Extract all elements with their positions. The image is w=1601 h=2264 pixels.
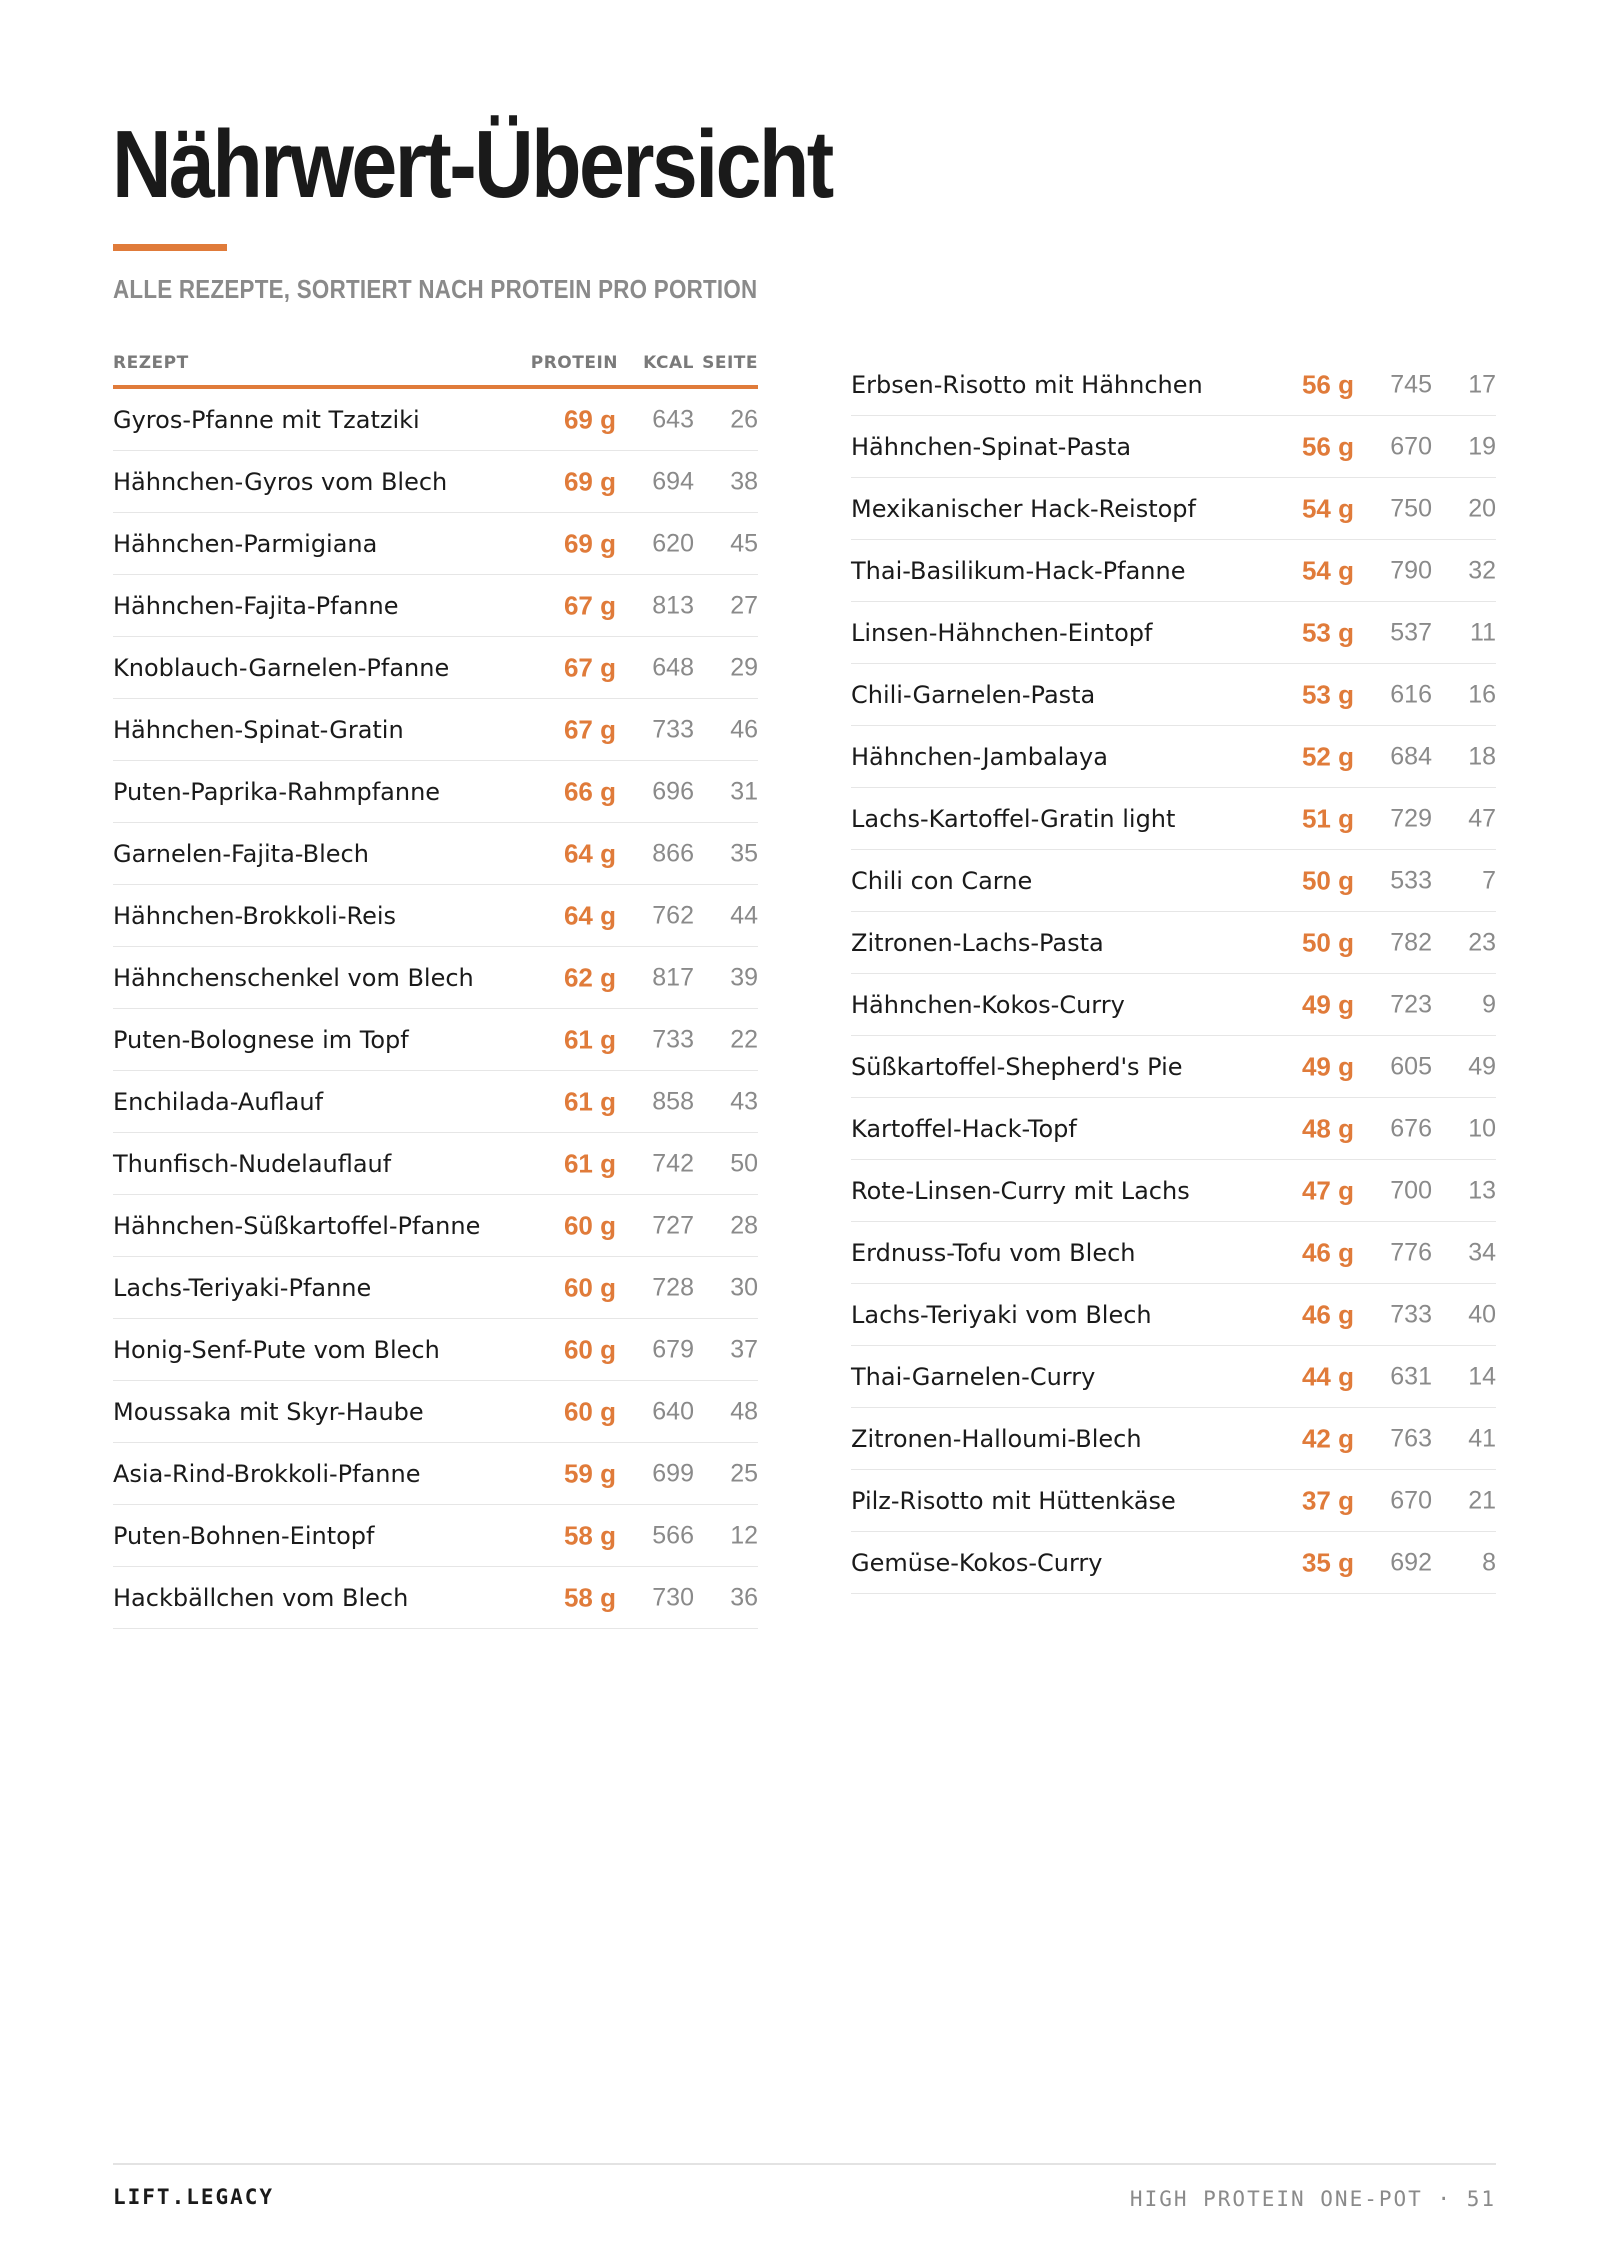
kcal-value: 676 — [1390, 1114, 1432, 1142]
table-row — [851, 788, 1496, 850]
column-header-recipe: REZEPT — [113, 353, 189, 373]
table-row — [113, 823, 758, 885]
page-number: 23 — [1468, 928, 1496, 956]
recipe-name: Kartoffel-Hack-Topf — [851, 1114, 1077, 1143]
protein-value: 56 g — [1301, 369, 1354, 399]
column-header-protein: PROTEIN — [530, 353, 618, 373]
protein-value: 60 g — [563, 1396, 616, 1426]
table-row — [113, 699, 758, 761]
recipe-table-left — [113, 345, 758, 1629]
table-row — [851, 478, 1496, 540]
table-row — [851, 1346, 1496, 1408]
protein-value: 61 g — [563, 1024, 616, 1054]
recipe-name: Enchilada-Auflauf — [113, 1087, 324, 1116]
footer-brand: LIFT.LEGACY — [113, 2185, 275, 2209]
recipe-name: Chili-Garnelen-Pasta — [851, 680, 1096, 709]
page-number: 7 — [1482, 866, 1496, 894]
kcal-value: 533 — [1390, 866, 1432, 894]
page-number: 47 — [1468, 804, 1496, 832]
footer-page-info: HIGH PROTEIN ONE-POT · 51 — [1129, 2187, 1496, 2211]
page-number: 27 — [730, 591, 758, 619]
table-row — [113, 947, 758, 1009]
recipe-name: Garnelen-Fajita-Blech — [113, 839, 369, 868]
kcal-value: 643 — [652, 405, 694, 433]
page-number: 20 — [1468, 494, 1496, 522]
kcal-value: 620 — [652, 529, 694, 557]
kcal-value: 866 — [652, 839, 694, 867]
page-number: 25 — [730, 1459, 758, 1487]
table-row — [113, 1381, 758, 1443]
kcal-value: 692 — [1390, 1548, 1432, 1576]
recipe-name: Asia-Rind-Brokkoli-Pfanne — [113, 1459, 421, 1488]
recipe-name: Erdnuss-Tofu vom Blech — [851, 1238, 1136, 1267]
table-row — [851, 416, 1496, 478]
page-number: 18 — [1468, 742, 1496, 770]
recipe-name: Linsen-Hähnchen-Eintopf — [851, 618, 1153, 647]
page-number: 48 — [730, 1397, 758, 1425]
protein-value: 60 g — [563, 1334, 616, 1364]
recipe-name: Puten-Bolognese im Topf — [113, 1025, 409, 1054]
recipe-name: Puten-Bohnen-Eintopf — [113, 1521, 375, 1550]
table-row — [851, 1098, 1496, 1160]
page-number: 12 — [730, 1521, 758, 1549]
protein-value: 67 g — [563, 652, 616, 682]
table-row — [851, 540, 1496, 602]
kcal-value: 750 — [1390, 494, 1432, 522]
protein-value: 49 g — [1301, 989, 1354, 1019]
kcal-value: 728 — [652, 1273, 694, 1301]
table-row — [113, 1195, 758, 1257]
kcal-value: 640 — [652, 1397, 694, 1425]
table-row — [113, 1009, 758, 1071]
recipe-name: Hähnchen-Gyros vom Blech — [113, 467, 448, 496]
page-number: 34 — [1468, 1238, 1496, 1266]
table-row — [113, 513, 758, 575]
table-row — [851, 726, 1496, 788]
protein-value: 64 g — [563, 900, 616, 930]
column-header-page: SEITE — [702, 353, 758, 373]
table-row — [851, 1160, 1496, 1222]
page-number: 9 — [1482, 990, 1496, 1018]
kcal-value: 723 — [1390, 990, 1432, 1018]
recipe-name: Hähnchen-Kokos-Curry — [851, 990, 1125, 1019]
table-row — [113, 1133, 758, 1195]
protein-value: 37 g — [1301, 1485, 1354, 1515]
page-number: 16 — [1468, 680, 1496, 708]
page-number: 43 — [730, 1087, 758, 1115]
protein-value: 62 g — [563, 962, 616, 992]
table-row — [113, 1567, 758, 1629]
kcal-value: 684 — [1390, 742, 1432, 770]
table-row — [851, 974, 1496, 1036]
recipe-name: Lachs-Teriyaki-Pfanne — [113, 1273, 372, 1302]
table-row — [113, 389, 758, 451]
recipe-name: Hähnchenschenkel vom Blech — [113, 963, 474, 992]
protein-value: 61 g — [563, 1148, 616, 1178]
page-number: 21 — [1468, 1486, 1496, 1514]
kcal-value: 763 — [1390, 1424, 1432, 1452]
table-row — [113, 1071, 758, 1133]
kcal-value: 733 — [1390, 1300, 1432, 1328]
page-number: 30 — [730, 1273, 758, 1301]
table-body-right — [851, 354, 1496, 1594]
title-accent-rule — [113, 244, 227, 251]
protein-value: 69 g — [563, 528, 616, 558]
table-row — [851, 602, 1496, 664]
table-row — [851, 1408, 1496, 1470]
page-number: 36 — [730, 1583, 758, 1611]
recipe-name: Mexikanischer Hack-Reistopf — [851, 494, 1196, 523]
kcal-value: 745 — [1390, 370, 1432, 398]
kcal-value: 605 — [1390, 1052, 1432, 1080]
table-row — [851, 1532, 1496, 1594]
protein-value: 51 g — [1301, 803, 1354, 833]
protein-value: 67 g — [563, 714, 616, 744]
table-body-left — [113, 389, 758, 1629]
page-number: 31 — [730, 777, 758, 805]
protein-value: 42 g — [1301, 1423, 1354, 1453]
page-subtitle: ALLE REZEPTE, SORTIERT NACH PROTEIN PRO PORTION — [113, 274, 758, 304]
table-row — [113, 1257, 758, 1319]
table-row — [851, 1036, 1496, 1098]
protein-value: 35 g — [1301, 1547, 1354, 1577]
page-number: 14 — [1468, 1362, 1496, 1390]
protein-value: 60 g — [563, 1272, 616, 1302]
protein-value: 54 g — [1301, 555, 1354, 585]
recipe-name: Rote-Linsen-Curry mit Lachs — [851, 1176, 1190, 1205]
recipe-table-right — [851, 354, 1496, 1594]
page-number: 49 — [1468, 1052, 1496, 1080]
page-number: 32 — [1468, 556, 1496, 584]
recipe-name: Moussaka mit Skyr-Haube — [113, 1397, 424, 1426]
recipe-name: Hähnchen-Süßkartoffel-Pfanne — [113, 1211, 481, 1240]
kcal-value: 679 — [652, 1335, 694, 1363]
protein-value: 61 g — [563, 1086, 616, 1116]
recipe-name: Pilz-Risotto mit Hüttenkäse — [851, 1486, 1176, 1515]
kcal-value: 727 — [652, 1211, 694, 1239]
column-header-kcal: KCAL — [643, 353, 694, 373]
page-number: 26 — [730, 405, 758, 433]
table-row — [113, 1505, 758, 1567]
page-number: 35 — [730, 839, 758, 867]
kcal-value: 813 — [652, 591, 694, 619]
page-number: 22 — [730, 1025, 758, 1053]
protein-value: 64 g — [563, 838, 616, 868]
protein-value: 48 g — [1301, 1113, 1354, 1143]
recipe-name: Knoblauch-Garnelen-Pfanne — [113, 653, 450, 682]
page-number: 41 — [1468, 1424, 1496, 1452]
recipe-name: Erbsen-Risotto mit Hähnchen — [851, 370, 1203, 399]
page-number: 17 — [1468, 370, 1496, 398]
protein-value: 66 g — [563, 776, 616, 806]
table-row — [113, 1443, 758, 1505]
table-row — [851, 850, 1496, 912]
kcal-value: 696 — [652, 777, 694, 805]
kcal-value: 730 — [652, 1583, 694, 1611]
table-row — [113, 451, 758, 513]
kcal-value: 616 — [1390, 680, 1432, 708]
recipe-name: Hackbällchen vom Blech — [113, 1583, 409, 1612]
kcal-value: 742 — [652, 1149, 694, 1177]
table-row — [851, 1222, 1496, 1284]
page-number: 46 — [730, 715, 758, 743]
protein-value: 50 g — [1301, 865, 1354, 895]
recipe-name: Hähnchen-Parmigiana — [113, 529, 378, 558]
table-row — [113, 761, 758, 823]
page-number: 29 — [730, 653, 758, 681]
page-number: 44 — [730, 901, 758, 929]
protein-value: 58 g — [563, 1520, 616, 1550]
recipe-name: Zitronen-Lachs-Pasta — [851, 928, 1104, 957]
protein-value: 52 g — [1301, 741, 1354, 771]
protein-value: 46 g — [1301, 1237, 1354, 1267]
page-number: 39 — [730, 963, 758, 991]
table-row — [851, 354, 1496, 416]
recipe-name: Gemüse-Kokos-Curry — [851, 1548, 1103, 1577]
page-number: 40 — [1468, 1300, 1496, 1328]
kcal-value: 631 — [1390, 1362, 1432, 1390]
protein-value: 67 g — [563, 590, 616, 620]
protein-value: 53 g — [1301, 617, 1354, 647]
recipe-name: Süßkartoffel-Shepherd's Pie — [851, 1052, 1183, 1081]
recipe-name: Honig-Senf-Pute vom Blech — [113, 1335, 440, 1364]
protein-value: 59 g — [563, 1458, 616, 1488]
kcal-value: 733 — [652, 1025, 694, 1053]
protein-value: 44 g — [1301, 1361, 1354, 1391]
recipe-name: Zitronen-Halloumi-Blech — [851, 1424, 1142, 1453]
recipe-name: Hähnchen-Brokkoli-Reis — [113, 901, 397, 930]
table-row — [113, 575, 758, 637]
kcal-value: 670 — [1390, 1486, 1432, 1514]
protein-value: 56 g — [1301, 431, 1354, 461]
protein-value: 53 g — [1301, 679, 1354, 709]
page-number: 38 — [730, 467, 758, 495]
table-header — [113, 345, 758, 389]
kcal-value: 782 — [1390, 928, 1432, 956]
kcal-value: 694 — [652, 467, 694, 495]
recipe-name: Lachs-Kartoffel-Gratin light — [851, 804, 1176, 833]
kcal-value: 790 — [1390, 556, 1432, 584]
table-row — [851, 912, 1496, 974]
page-number: 13 — [1468, 1176, 1496, 1204]
recipe-name: Lachs-Teriyaki vom Blech — [851, 1300, 1152, 1329]
footer-divider — [113, 2163, 1496, 2165]
protein-value: 49 g — [1301, 1051, 1354, 1081]
protein-value: 46 g — [1301, 1299, 1354, 1329]
page-number: 37 — [730, 1335, 758, 1363]
protein-value: 54 g — [1301, 493, 1354, 523]
page-number: 28 — [730, 1211, 758, 1239]
kcal-value: 776 — [1390, 1238, 1432, 1266]
kcal-value: 566 — [652, 1521, 694, 1549]
kcal-value: 729 — [1390, 804, 1432, 832]
table-row — [113, 637, 758, 699]
recipe-name: Chili con Carne — [851, 866, 1033, 895]
recipe-name: Hähnchen-Jambalaya — [851, 742, 1108, 771]
kcal-value: 762 — [652, 901, 694, 929]
recipe-name: Gyros-Pfanne mit Tzatziki — [113, 405, 420, 434]
protein-value: 60 g — [563, 1210, 616, 1240]
table-row — [851, 1284, 1496, 1346]
kcal-value: 670 — [1390, 432, 1432, 460]
protein-value: 50 g — [1301, 927, 1354, 957]
page-number: 45 — [730, 529, 758, 557]
table-row — [113, 1319, 758, 1381]
recipe-name: Hähnchen-Spinat-Gratin — [113, 715, 404, 744]
recipe-name: Thai-Basilikum-Hack-Pfanne — [851, 556, 1186, 585]
protein-value: 47 g — [1301, 1175, 1354, 1205]
kcal-value: 537 — [1390, 618, 1432, 646]
table-row — [851, 1470, 1496, 1532]
protein-value: 58 g — [563, 1582, 616, 1612]
kcal-value: 817 — [652, 963, 694, 991]
page-number: 19 — [1468, 432, 1496, 460]
page-number: 10 — [1468, 1114, 1496, 1142]
table-row — [851, 664, 1496, 726]
kcal-value: 733 — [652, 715, 694, 743]
recipe-name: Puten-Paprika-Rahmpfanne — [113, 777, 441, 806]
page-title: Nährwert-Übersicht — [112, 111, 832, 218]
protein-value: 69 g — [563, 466, 616, 496]
kcal-value: 700 — [1390, 1176, 1432, 1204]
page-number: 11 — [1470, 618, 1496, 646]
recipe-name: Thai-Garnelen-Curry — [851, 1362, 1096, 1391]
kcal-value: 858 — [652, 1087, 694, 1115]
page-number: 8 — [1482, 1548, 1496, 1576]
page-number: 50 — [730, 1149, 758, 1177]
recipe-name: Thunfisch-Nudelauflauf — [113, 1149, 392, 1178]
recipe-name: Hähnchen-Fajita-Pfanne — [113, 591, 399, 620]
kcal-value: 699 — [652, 1459, 694, 1487]
table-row — [113, 885, 758, 947]
kcal-value: 648 — [652, 653, 694, 681]
protein-value: 69 g — [563, 404, 616, 434]
recipe-name: Hähnchen-Spinat-Pasta — [851, 432, 1132, 461]
